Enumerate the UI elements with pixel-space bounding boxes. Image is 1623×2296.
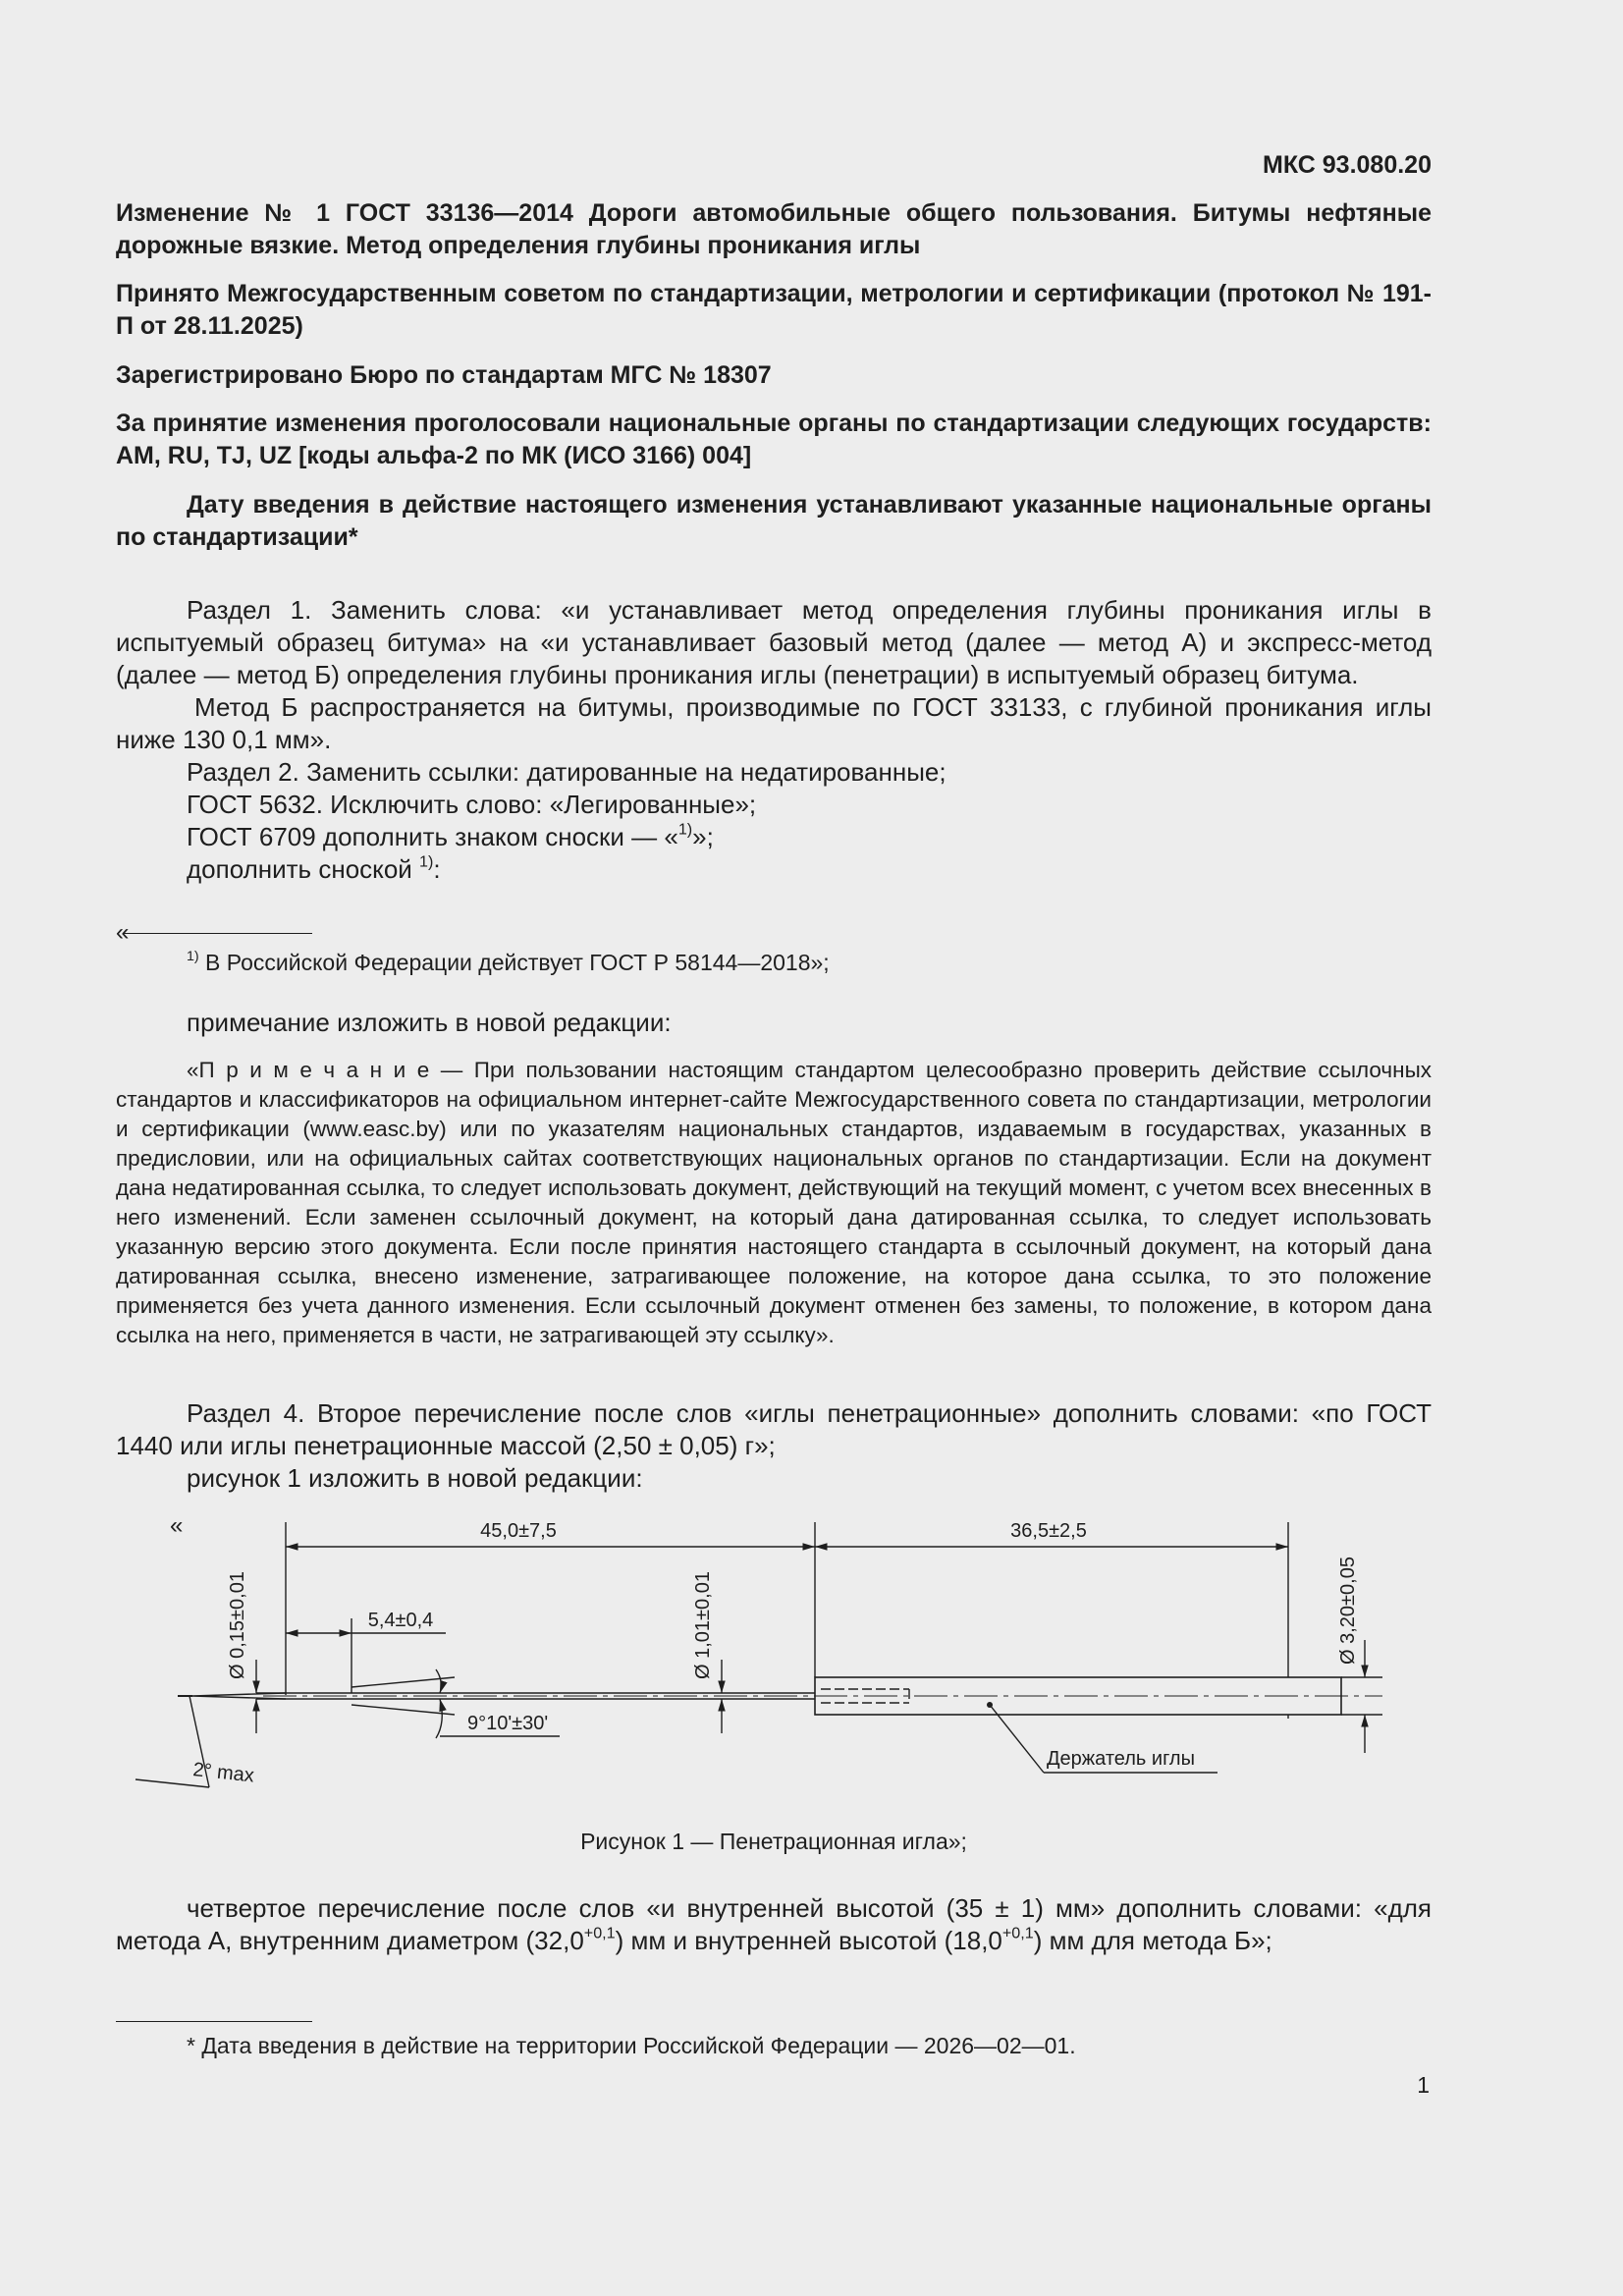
effective-date-statement: Дату введения в действие настоящего изменения устанавливают указанные национальные органы по стандартизации*	[116, 491, 1432, 551]
dim-taper-length: 5,4±0,4	[367, 1610, 434, 1631]
dim-tip-diameter: Ø 0,15±0,01	[227, 1571, 248, 1679]
penetration-needle-drawing	[116, 1512, 1432, 1807]
inserted-footnote-text: $^{1)}$ В Российской Федерации действует ГОСТ Р 58144—2018»;	[187, 949, 830, 975]
registration-statement: Зарегистрировано Бюро по стандартам МГС № 18307	[116, 361, 772, 389]
inserted-footnote-quote: «	[116, 919, 130, 946]
fourth-item-paragraph: четвертое перечисление после слов «и внутренней высотой (35 ± 1) мм» дополнить словами: «для метода А, внутренним диаметром $(32,0^{+0,1})$ мм и внутренней высотой $(18,0^{+0,1})$ мм для метода Б»;	[116, 1893, 1432, 1955]
dim-max-angle: 2° max	[191, 1759, 255, 1787]
gost5632-line: ГОСТ 5632. Исключить слово: «Легированные»;	[187, 790, 757, 819]
holder-label: Держатель иглы	[1047, 1748, 1195, 1770]
page-number: 1	[1417, 2072, 1430, 2098]
adopted-statement: Принято Межгосударственным советом по стандартизации, метрологии и сертификации (протокол № 191-П от 28.11.2025)	[116, 280, 1432, 340]
footnote-star: * Дата введения в действие на территории Российской Федерации — 2026—02—01.	[187, 2033, 1076, 2058]
figure-open-quote: «	[170, 1512, 184, 1539]
method-b-paragraph: Метод Б распространяется на битумы, производимые по ГОСТ 33133, с глубиной проникания иглы ниже 130 0,1 мм».	[116, 692, 1432, 754]
section4-paragraph: Раздел 4. Второе перечисление после слов «иглы пенетрационные» дополнить словами: «по ГОСТ 1440 или иглы пенетрационные массой (2,50 ± 0,05) г»;	[116, 1398, 1432, 1460]
footnote-rule	[116, 2021, 312, 2022]
dim-needle-length: 45,0±7,5	[480, 1520, 557, 1542]
gost6709-line: ГОСТ 6709 дополнить знаком сноски — «$^{1)}$»;	[187, 820, 714, 851]
add-footnote-line: дополнить сноской $^{1)}$:	[187, 852, 441, 884]
note-intro-line: примечание изложить в новой редакции:	[187, 1008, 672, 1037]
figure-caption: Рисунок 1 — Пенетрационная игла»;	[580, 1829, 967, 1854]
figure-intro-line: рисунок 1 изложить в новой редакции:	[187, 1463, 643, 1493]
voting-statement: За принятие изменения проголосовали национальные органы по стандартизации следующих государств: AM, RU, TJ, UZ [коды альфа-2 по МК (ИСО 3166) 004]	[116, 410, 1432, 469]
dim-holder-length: 36,5±2,5	[1010, 1520, 1087, 1542]
note-paragraph	[116, 1056, 1432, 1350]
dim-holder-diameter: Ø 3,20±0,05	[1337, 1557, 1359, 1665]
classification-code: МКС 93.080.20	[1263, 151, 1432, 179]
inserted-footnote-rule	[124, 933, 312, 934]
dim-cone-angle: 9°10'±30'	[467, 1713, 549, 1734]
note-label: «П р и м е ч а н и е	[187, 1058, 430, 1082]
section2-line: Раздел 2. Заменить ссылки: датированные на недатированные;	[187, 757, 947, 787]
note-body: — При пользовании настоящим стандартом целесообразно проверить действие ссылочных стандартов и классификаторов на официальном интернет-сайте Межгосударственного совета по стандартизации, метрологии и сертификации (www.easc.by) или по указателям национальных стандартов, издаваемым в государствах, указанных в предисловии, или на официальных сайтах соответствующих национальных органов по стандартизации. Если на документ дана недатированная ссылка, то следует использовать документ, действующий на текущий момент, с учетом всех внесенных в него изменений. Если заменен ссылочный документ, на который дана датированная ссылка, то следует использовать указанную версию этого документа. Если после принятия настоящего стандарта в ссылочный документ, на который дана датированная ссылка, внесено изменение, затрагивающее положение, на которое дана ссылка, то это положение применяется без учета данного изменения. Если ссылочный документ отменен без замены, то положение, в котором дана ссылка на него, применяется в части, не затрагивающей эту ссылку».	[116, 1058, 1432, 1347]
amendment-title: Изменение № 1 ГОСТ 33136—2014 Дороги автомобильные общего пользования. Битумы нефтяные дорожные вязкие. Метод определения глубины проникания иглы	[116, 199, 1432, 259]
section1-paragraph: Раздел 1. Заменить слова: «и устанавливает метод определения глубины проникания иглы в испытуемый образец битума» на «и устанавливает базовый метод (далее — метод А) и экспресс-метод (далее — метод Б) определения глубины проникания иглы (пенетрации) в испытуемый образец битума.	[116, 595, 1432, 689]
dim-needle-diameter: Ø 1,01±0,01	[692, 1571, 714, 1679]
